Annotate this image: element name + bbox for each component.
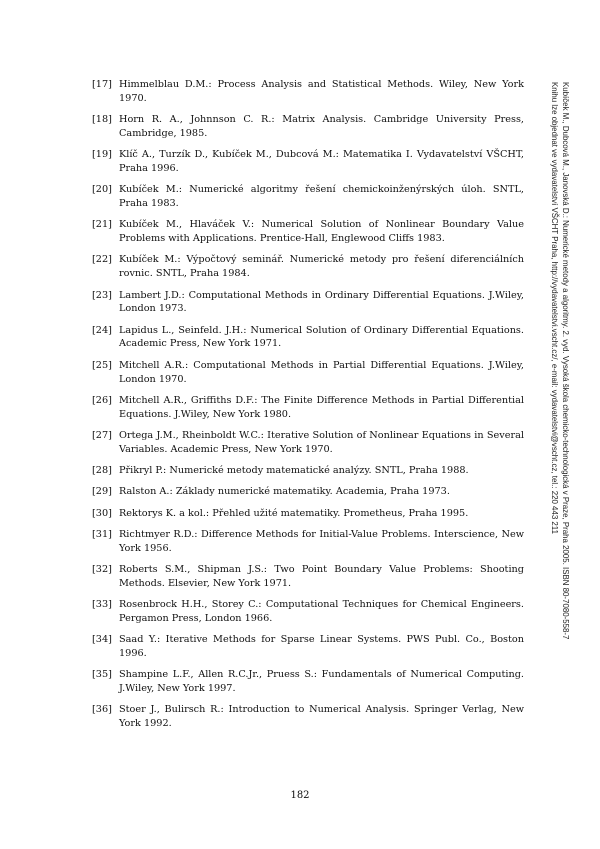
reference-number: [26] (92, 394, 112, 406)
reference-text: Ralston A.: Základy numerické matematiky. Academia, Praha 1973. (119, 486, 450, 498)
reference-text: Himmelblau D.M.: Process Analysis and Statistical Methods. Wiley, New York 1970. (119, 79, 524, 104)
reference-number: [22] (92, 254, 112, 266)
reference-number: [21] (92, 219, 112, 231)
reference-item (92, 598, 524, 626)
reference-text: Kubíček M., Hlaváček V.: Numerical Solution of Nonlinear Boundary Value Problems with Applications. Prentice-Hall, Englewood Cliffs 1983. (119, 219, 524, 245)
reference-text: Mitchell A.R.: Computational Methods in Partial Differential Equations. J.Wiley, London 1970. (119, 359, 524, 385)
reference-item (92, 113, 524, 141)
reference-text: Ortega J.M., Rheinboldt W.C.: Iterative Solution of Nonlinear Equations in Several Variables. Academic Press, New York 1970. (119, 429, 524, 455)
reference-text: Shampine L.F., Allen R.C.Jr., Pruess S.: Fundamentals of Numerical Computing. J.Wiley, New York 1997. (119, 669, 524, 695)
reference-text: Rektorys K. a kol.: Přehled užité matematiky. Prometheus, Praha 1995. (119, 507, 469, 519)
reference-item (92, 703, 524, 731)
margin-citation (549, 82, 571, 640)
reference-item (92, 464, 524, 478)
reference-number: [30] (92, 507, 112, 519)
reference-number: [36] (92, 704, 112, 716)
reference-text: Horn R. A., Johnnson C. R.: Matrix Analysis. Cambridge University Press, Cambridge, 1985. (119, 114, 524, 139)
reference-number: [23] (92, 289, 112, 301)
reference-item (92, 528, 524, 556)
reference-item (92, 507, 524, 521)
reference-text: Roberts S.M., Shipman J.S.: Two Point Boundary Value Problems: Shooting Methods. Elsevier, New York 1971. (119, 564, 524, 589)
reference-text: Stoer J., Bulirsch R.: Introduction to Numerical Analysis. Springer Verlag, New York 1992. (119, 704, 524, 730)
reference-number: [33] (92, 599, 112, 611)
reference-item (92, 324, 524, 352)
reference-number: [28] (92, 465, 112, 477)
reference-item (92, 429, 524, 457)
reference-item (92, 668, 524, 696)
reference-text: Mitchell A.R., Griffiths D.F.: The Finite Difference Methods in Partial Differential Equations. J.Wiley, New York 1980. (119, 394, 524, 420)
reference-item (92, 563, 524, 591)
reference-number: [20] (92, 184, 112, 196)
reference-number: [17] (92, 79, 112, 90)
reference-item (92, 183, 524, 211)
reference-text: Kubíček M.: Numerické algoritmy řešení chemickoinženýrských úloh. SNTL, Praha 1983. (119, 184, 524, 210)
margin-order-line: Knihu lze objednat ve vydavatelství VŠCHT Praha, http://vydavatelstvi.vscht.cz/, e-mail: vydavatelstvi@vscht.cz, tel.: 220 443 211 (550, 82, 559, 534)
reference-text: Saad Y.: Iterative Methods for Sparse Linear Systems. PWS Publ. Co., Boston 1996. (119, 634, 524, 659)
reference-item (92, 485, 524, 499)
reference-item (92, 394, 524, 422)
reference-item (92, 78, 524, 106)
reference-number: [25] (92, 359, 112, 371)
reference-item (92, 148, 524, 176)
reference-item (92, 633, 524, 661)
reference-number: [19] (92, 149, 112, 161)
reference-text: Lambert J.D.: Computational Methods in Ordinary Differential Equations. J.Wiley, London 1973. (119, 289, 524, 315)
reference-text: Richtmyer R.D.: Difference Methods for Initial-Value Problems. Interscience, New York 1956. (119, 528, 524, 554)
reference-number: [18] (92, 114, 112, 126)
reference-number: [35] (92, 669, 112, 681)
reference-number: [24] (92, 324, 112, 336)
reference-text: Klíč A., Turzík D., Kubíček M., Dubcová M.: Matematika I. Vydavatelství VŠCHT, Praha 1996. (119, 149, 524, 174)
reference-item (92, 359, 524, 387)
reference-item (92, 253, 524, 281)
reference-number: [34] (92, 634, 112, 646)
reference-number: [29] (92, 486, 112, 498)
reference-text: Přikryl P.: Numerické metody matematické analýzy. SNTL, Praha 1988. (119, 465, 469, 477)
margin-citation-line: Kubíček M., Dubcová M., Janovská D.: Numerické metody a algoritmy. 2. vyd. Vysoká škola chemicko-technologická v Praze, Praha 2005. ISBN 80-7080-558-7 (561, 82, 570, 640)
page-number: 182 (290, 790, 310, 801)
reference-text: Rosenbrock H.H., Storey C.: Computational Techniques for Chemical Engineers. Pergamon Press, London 1966. (119, 599, 524, 624)
reference-number: [31] (92, 528, 112, 540)
reference-number: [27] (92, 429, 112, 441)
reference-item (92, 218, 524, 246)
reference-item (92, 289, 524, 317)
reference-number: [32] (92, 564, 112, 576)
reference-text: Kubíček M.: Výpočtový seminář. Numerické metody pro řešení diferenciálních rovnic. SNTL, Praha 1984. (119, 254, 524, 280)
reference-list (92, 78, 524, 738)
reference-text: Lapidus L., Seinfeld. J.H.: Numerical Solution of Ordinary Differential Equations. Academic Press, New York 1971. (119, 324, 524, 350)
